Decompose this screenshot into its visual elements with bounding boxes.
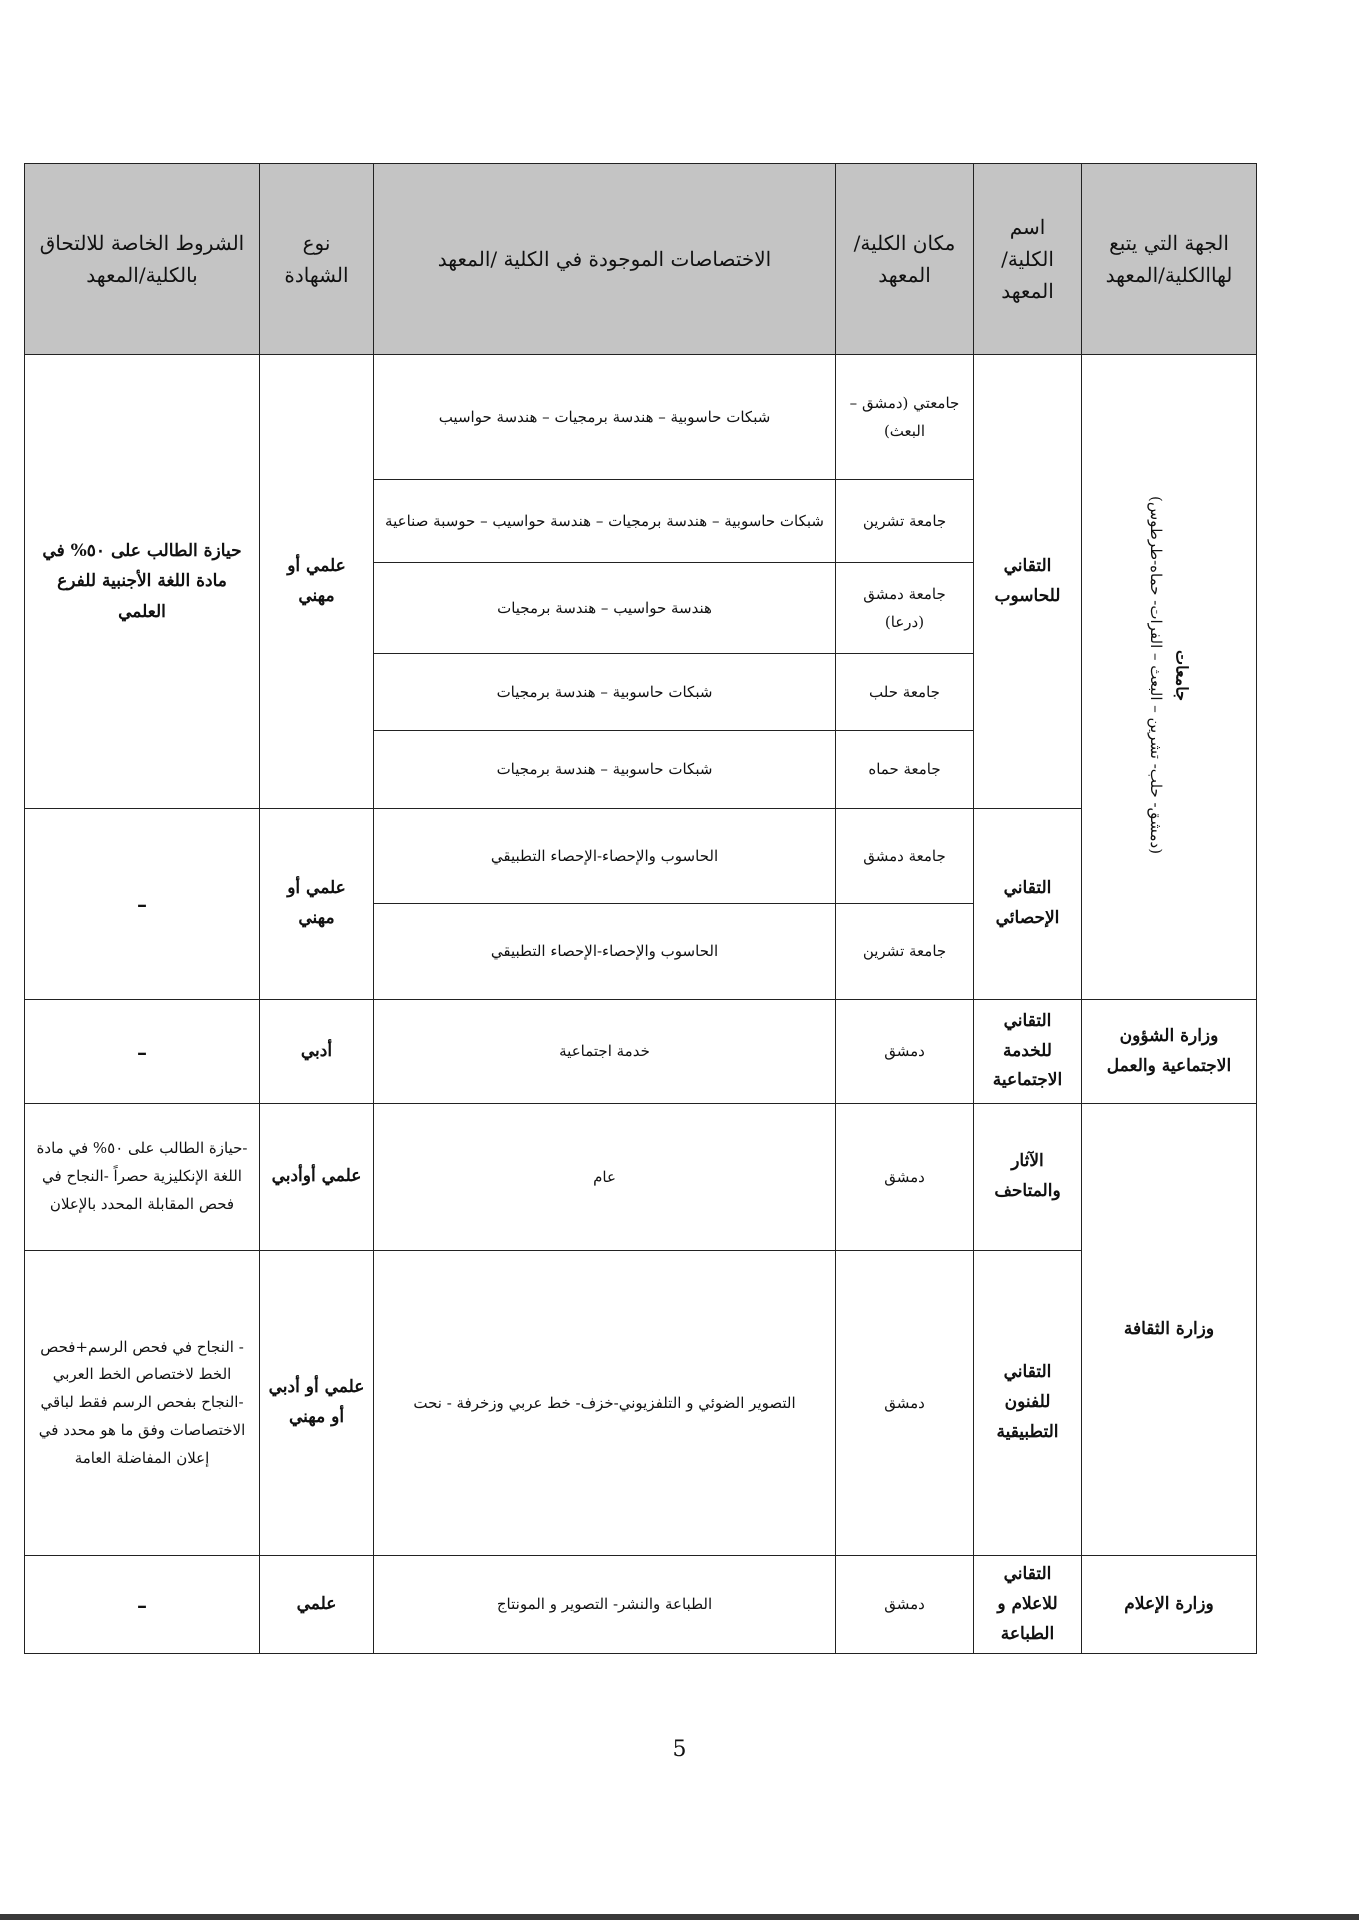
- antiquities-conditions-cell: -حيازة الطالب على ٥٠% في مادة اللغة الإنكليزية حصراً -النجاح في فحص المقابلة المحدد بالإعلان: [25, 1104, 260, 1251]
- arts-conditions-cell: - النجاح في فحص الرسم+فحص الخط لاختصاص الخط العربي -النجاح بفحص الرسم فقط لباقي الاختصاصات وفق ما هو محدد في إعلان المفاضلة العامة: [25, 1251, 260, 1556]
- place-cell: دمشق: [836, 1104, 974, 1251]
- specs-cell: شبكات حاسوبية – هندسة برمجيات – هندسة حواسيب: [374, 355, 836, 480]
- table-row: [25, 1000, 1257, 1104]
- specs-cell: الحاسوب والإحصاء-الإحصاء التطبيقي: [374, 809, 836, 904]
- header-name: اسم الكلية/المعهد: [974, 164, 1082, 355]
- table-row: [25, 1251, 1257, 1556]
- header-cert: نوع الشهادة: [260, 164, 374, 355]
- computer-conditions-cell: حيازة الطالب على ٥٠% في مادة اللغة الأجنبية للفرع العلمي: [25, 355, 260, 809]
- social-cert-cell: أدبي: [260, 1000, 374, 1104]
- place-cell: جامعة دمشق: [836, 809, 974, 904]
- computer-institute-name: التقاني للحاسوب: [974, 355, 1082, 809]
- table-row: [25, 355, 1257, 480]
- universities-vertical-text: جامعات (دمشق- حلب- تشرين – البعث – الفرات- حماه-طرطوس): [1147, 495, 1192, 855]
- specs-cell: خدمة اجتماعية: [374, 1000, 836, 1104]
- place-cell: دمشق: [836, 1556, 974, 1654]
- header-place: مكان الكلية/المعهد: [836, 164, 974, 355]
- specs-cell: هندسة حواسيب – هندسة برمجيات: [374, 563, 836, 654]
- media-authority-cell: وزارة الإعلام: [1082, 1556, 1257, 1654]
- arts-institute-name: التقاني للفنون التطبيقية: [974, 1251, 1082, 1556]
- institutes-table: [24, 163, 1257, 1654]
- place-cell: جامعة تشرين: [836, 480, 974, 563]
- arts-cert-cell: علمي أو أدبي أو مهني: [260, 1251, 374, 1556]
- specs-cell: شبكات حاسوبية – هندسة برمجيات: [374, 654, 836, 731]
- social-institute-name: التقاني للخدمة الاجتماعية: [974, 1000, 1082, 1104]
- specs-cell: الطباعة والنشر- التصوير و المونتاج: [374, 1556, 836, 1654]
- universities-cell: [1082, 355, 1257, 1000]
- antiquities-cert-cell: علمي أوأدبي: [260, 1104, 374, 1251]
- statistics-conditions-cell: –: [25, 809, 260, 1000]
- statistics-institute-name: التقاني الإحصائي: [974, 809, 1082, 1000]
- culture-authority-cell: وزارة الثقافة: [1082, 1104, 1257, 1556]
- header-specs: الاختصاصات الموجودة في الكلية /المعهد: [374, 164, 836, 355]
- place-cell: جامعة حماه: [836, 731, 974, 809]
- media-conditions-cell: –: [25, 1556, 260, 1654]
- media-institute-name: التقاني للاعلام و الطباعة: [974, 1556, 1082, 1654]
- place-cell: جامعة دمشق (درعا): [836, 563, 974, 654]
- place-cell: دمشق: [836, 1251, 974, 1556]
- media-cert-cell: علمي: [260, 1556, 374, 1654]
- specs-cell: شبكات حاسوبية – هندسة برمجيات – هندسة حواسيب – حوسبة صناعية: [374, 480, 836, 563]
- scan-edge: [0, 1914, 1359, 1920]
- table-row: [25, 809, 1257, 904]
- specs-cell: الحاسوب والإحصاء-الإحصاء التطبيقي: [374, 904, 836, 1000]
- specs-cell: شبكات حاسوبية – هندسة برمجيات: [374, 731, 836, 809]
- table-row: [25, 1556, 1257, 1654]
- page-number: 5: [672, 1737, 687, 1762]
- header-row: [25, 164, 1257, 355]
- statistics-cert-cell: علمي أو مهني: [260, 809, 374, 1000]
- place-cell: جامعتي (دمشق –البعث): [836, 355, 974, 480]
- specs-cell: التصوير الضوئي و التلفزيوني-خزف- خط عربي وزخرفة - نحت: [374, 1251, 836, 1556]
- antiquities-institute-name: الآثار والمتاحف: [974, 1104, 1082, 1251]
- header-authority: الجهة التي يتبع لهاالكلية/المعهد: [1082, 164, 1257, 355]
- specs-cell: عام: [374, 1104, 836, 1251]
- place-cell: جامعة حلب: [836, 654, 974, 731]
- computer-cert-cell: علمي أو مهني: [260, 355, 374, 809]
- table-row: [25, 1104, 1257, 1251]
- social-conditions-cell: –: [25, 1000, 260, 1104]
- place-cell: دمشق: [836, 1000, 974, 1104]
- social-authority-cell: وزارة الشؤون الاجتماعية والعمل: [1082, 1000, 1257, 1104]
- header-conditions: الشروط الخاصة للالتحاق بالكلية/المعهد: [25, 164, 260, 355]
- place-cell: جامعة تشرين: [836, 904, 974, 1000]
